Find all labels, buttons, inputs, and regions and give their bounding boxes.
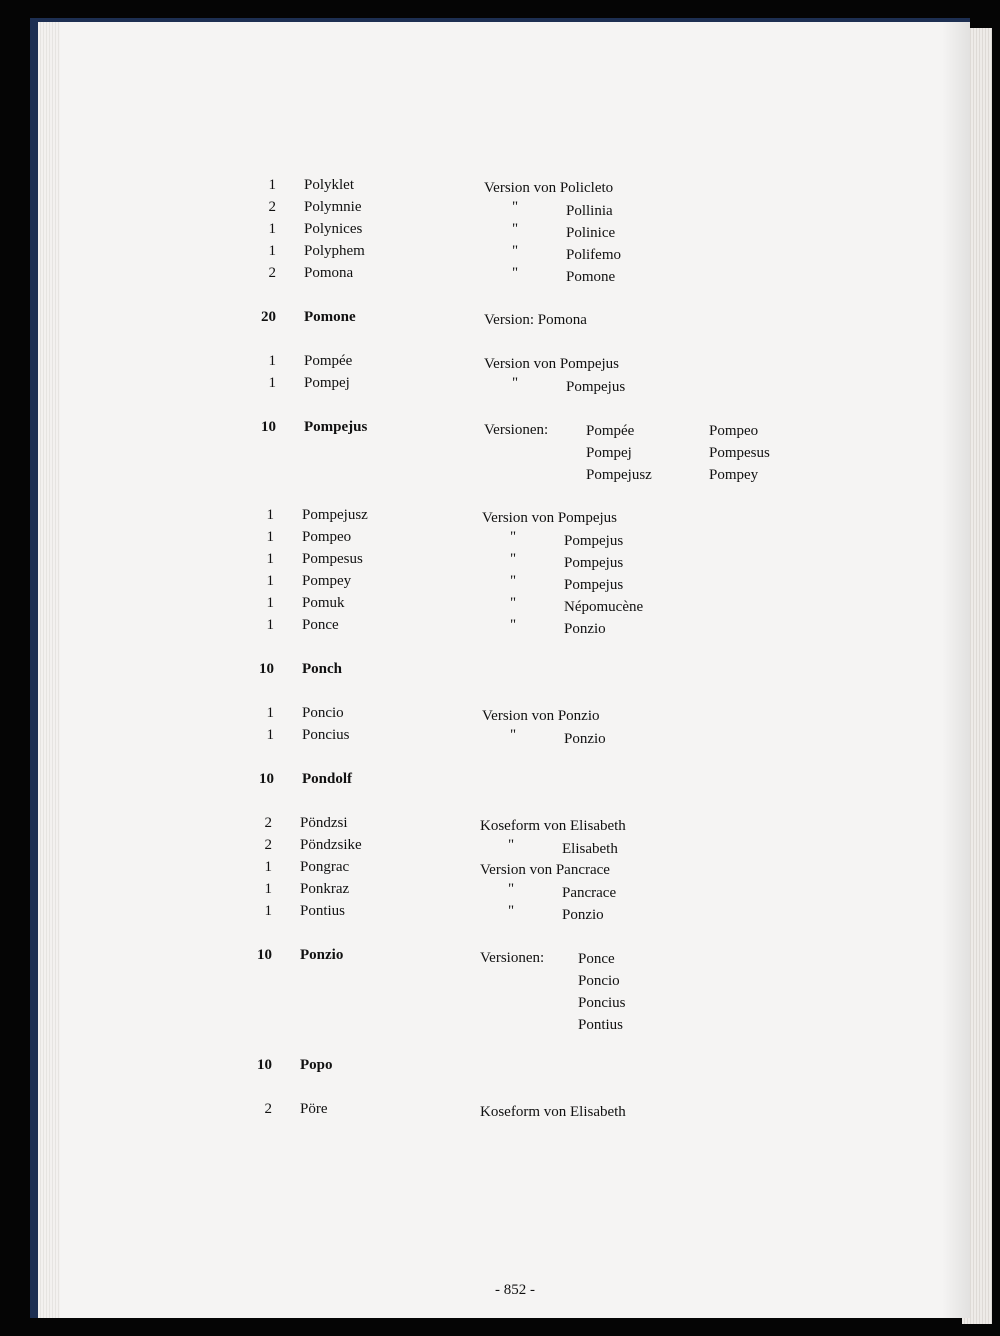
entry-description: " bbox=[508, 881, 515, 897]
entry-row bbox=[60, 221, 970, 243]
entry-count: 1 bbox=[268, 221, 276, 237]
entry-variant: Pomone bbox=[566, 269, 616, 285]
entry-variant: Poncius bbox=[578, 995, 626, 1011]
entry-description: " bbox=[510, 529, 517, 545]
entry-variant: Pompejusz bbox=[586, 467, 652, 483]
entry-name: Pöndzsi bbox=[300, 815, 348, 831]
entry-description: " bbox=[510, 617, 517, 633]
entry-name: Pomuk bbox=[302, 595, 345, 611]
entry-description: " bbox=[512, 199, 519, 215]
entry-row bbox=[60, 771, 970, 793]
entry-name: Pomone bbox=[304, 309, 356, 325]
entry-description: Version: Pomona bbox=[484, 312, 587, 328]
entry-variant-secondary: Pompesus bbox=[709, 445, 770, 461]
entry-variant: Polinice bbox=[566, 225, 616, 241]
entry-description: Koseform von Elisabeth bbox=[480, 818, 626, 834]
entry-variant: Ponzio bbox=[564, 731, 606, 747]
entry-name: Pompesus bbox=[302, 551, 363, 567]
entry-name: Pondolf bbox=[302, 771, 353, 787]
entry-row bbox=[60, 265, 970, 287]
entry-description: " bbox=[512, 265, 519, 281]
entry-description: " bbox=[512, 375, 519, 391]
entry-description: " bbox=[512, 243, 519, 259]
entry-name: Polyphem bbox=[304, 243, 365, 259]
entry-description: Version von Ponzio bbox=[482, 708, 600, 724]
entry-name: Popo bbox=[300, 1057, 333, 1073]
entry-name: Pompée bbox=[304, 353, 353, 369]
entry-count: 1 bbox=[264, 881, 272, 897]
entry-name: Polymnie bbox=[304, 199, 362, 215]
entry-row bbox=[60, 573, 970, 595]
entry-row bbox=[60, 353, 970, 375]
entry-count: 10 bbox=[257, 947, 272, 963]
entry-variant: Poncio bbox=[578, 973, 620, 989]
book-page bbox=[60, 22, 970, 1318]
entry-count: 1 bbox=[264, 903, 272, 919]
entry-row bbox=[60, 177, 970, 199]
entry-description: " bbox=[510, 573, 517, 589]
entry-row bbox=[60, 551, 970, 573]
entry-count: 1 bbox=[266, 573, 274, 589]
entry-name: Polyklet bbox=[304, 177, 355, 193]
entry-description: " bbox=[508, 837, 515, 853]
entry-variant: Ponzio bbox=[562, 907, 604, 923]
entry-row bbox=[60, 837, 970, 859]
entry-description: Version von Pompejus bbox=[482, 510, 617, 526]
entry-variant-secondary: Pompeo bbox=[709, 423, 759, 439]
entry-row bbox=[60, 309, 970, 331]
entry-description: " bbox=[510, 595, 517, 611]
entry-name: Ponce bbox=[302, 617, 339, 633]
entry-count: 20 bbox=[261, 309, 276, 325]
entry-row bbox=[60, 727, 970, 749]
entry-count: 2 bbox=[264, 815, 272, 831]
entry-name: Ponkraz bbox=[300, 881, 350, 897]
entry-count: 1 bbox=[268, 177, 276, 193]
entry-variant: Pontius bbox=[578, 1017, 624, 1033]
entry-row bbox=[60, 463, 970, 485]
entry-description: Koseform von Elisabeth bbox=[480, 1104, 626, 1120]
entry-description: Version von Policleto bbox=[484, 180, 614, 196]
entry-variant: Pancrace bbox=[562, 885, 617, 901]
entry-description: Versionen: bbox=[484, 422, 549, 438]
entry-name: Pompejusz bbox=[302, 507, 368, 523]
entry-count: 1 bbox=[268, 353, 276, 369]
entry-row bbox=[60, 991, 970, 1013]
entry-count: 1 bbox=[266, 551, 274, 567]
entry-row bbox=[60, 1057, 970, 1079]
entry-name: Pompej bbox=[304, 375, 350, 391]
entry-name: Pöndzsike bbox=[300, 837, 362, 853]
entry-count: 1 bbox=[266, 507, 274, 523]
entry-row bbox=[60, 903, 970, 925]
entry-row bbox=[60, 859, 970, 881]
entry-description: " bbox=[512, 221, 519, 237]
entry-name: Pompejus bbox=[304, 419, 368, 435]
entry-variant: Pompejus bbox=[566, 379, 626, 395]
entry-count: 1 bbox=[268, 375, 276, 391]
entry-count: 2 bbox=[268, 265, 276, 281]
entry-row bbox=[60, 661, 970, 683]
entry-row bbox=[60, 243, 970, 265]
entry-description: Version von Pancrace bbox=[480, 862, 610, 878]
entry-count: 1 bbox=[266, 595, 274, 611]
entry-row bbox=[60, 1013, 970, 1035]
entry-row bbox=[60, 705, 970, 727]
entry-row bbox=[60, 617, 970, 639]
entry-name: Ponch bbox=[302, 661, 343, 677]
entry-count: 10 bbox=[257, 1057, 272, 1073]
entry-row bbox=[60, 947, 970, 969]
entry-count: 10 bbox=[261, 419, 276, 435]
entry-count: 1 bbox=[266, 727, 274, 743]
entry-count: 1 bbox=[266, 617, 274, 633]
entry-description: " bbox=[508, 903, 515, 919]
entry-name: Pomona bbox=[304, 265, 354, 281]
entry-count: 2 bbox=[264, 1101, 272, 1117]
entry-row bbox=[60, 199, 970, 221]
entry-variant: Pompejus bbox=[564, 555, 624, 571]
entry-name: Pompeo bbox=[302, 529, 352, 545]
entry-name: Pontius bbox=[300, 903, 346, 919]
entry-name: Pongrac bbox=[300, 859, 350, 875]
entry-variant: Ponce bbox=[578, 951, 615, 967]
entry-row bbox=[60, 881, 970, 903]
entry-count: 1 bbox=[266, 529, 274, 545]
entry-variant: Pompée bbox=[586, 423, 635, 439]
entry-variant: Pompejus bbox=[564, 577, 624, 593]
entry-name: Poncio bbox=[302, 705, 344, 721]
entry-name: Pompey bbox=[302, 573, 352, 589]
entry-count: 2 bbox=[264, 837, 272, 853]
entry-description: " bbox=[510, 551, 517, 567]
entry-row bbox=[60, 595, 970, 617]
entry-row bbox=[60, 969, 970, 991]
entry-count: 1 bbox=[264, 859, 272, 875]
entry-name: Poncius bbox=[302, 727, 350, 743]
entry-row bbox=[60, 1101, 970, 1123]
entry-name: Ponzio bbox=[300, 947, 344, 963]
entry-description: " bbox=[510, 727, 517, 743]
entry-name: Polynices bbox=[304, 221, 363, 237]
entry-name: Pöre bbox=[300, 1101, 328, 1117]
entry-variant: Pompej bbox=[586, 445, 632, 461]
entry-row bbox=[60, 507, 970, 529]
entry-count: 2 bbox=[268, 199, 276, 215]
entry-row bbox=[60, 441, 970, 463]
entry-variant: Népomucène bbox=[564, 599, 644, 615]
entry-count: 1 bbox=[266, 705, 274, 721]
entry-count: 1 bbox=[268, 243, 276, 259]
entry-variant: Elisabeth bbox=[562, 841, 618, 857]
entry-row bbox=[60, 419, 970, 441]
entry-count: 10 bbox=[259, 771, 274, 787]
entry-variant-secondary: Pompey bbox=[709, 467, 759, 483]
entry-description: Versionen: bbox=[480, 950, 545, 966]
entry-row bbox=[60, 815, 970, 837]
page-number: - 852 - bbox=[495, 1282, 535, 1298]
entry-row bbox=[60, 529, 970, 551]
entry-row bbox=[60, 375, 970, 397]
entry-variant: Pollinia bbox=[566, 203, 613, 219]
entry-variant: Polifemo bbox=[566, 247, 621, 263]
entry-count: 10 bbox=[259, 661, 274, 677]
entry-variant: Ponzio bbox=[564, 621, 606, 637]
entry-variant: Pompejus bbox=[564, 533, 624, 549]
entry-description: Version von Pompejus bbox=[484, 356, 619, 372]
